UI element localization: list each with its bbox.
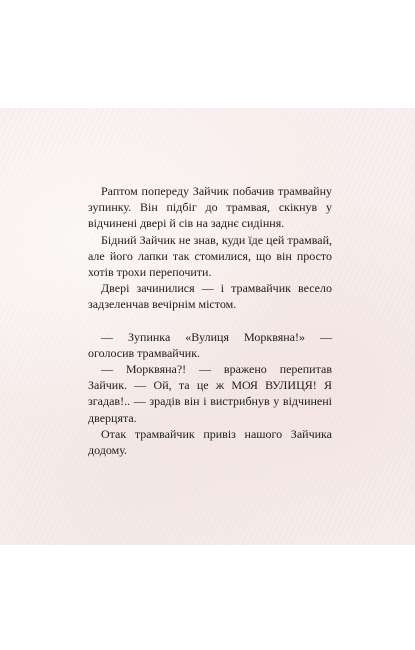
story-paragraph: Двері зачинилися — і трамвайчик весело задзеленчав вечірнім містом. xyxy=(88,281,332,312)
story-paragraph: — Зупинка «Вулиця Морквяна!» — оголосив трамвайчик. xyxy=(88,329,332,360)
story-text xyxy=(88,183,332,458)
story-paragraph: Раптом попереду Зайчик побачив трамвайну зупинку. Він підбіг до трамвая, скікнув у відчинені двері й сів на заднє сидіння. xyxy=(88,184,332,231)
story-paragraph: — Морквяна?! — вражено перепитав Зайчик. — Ой, та це ж МОЯ ВУЛИЦЯ! Я згадав!.. — зрадів він і вистрибнув у відчинені дверцята. xyxy=(88,362,332,425)
story-paragraph: Бідний Зайчик не знав, куди їде цей трамвай, але його лапки так стомилися, що він просто хотів трохи перепочити. xyxy=(88,232,332,280)
paragraph-gap xyxy=(88,313,332,329)
story-paragraph: Отак трамвайчик привіз нашого Зайчика додому. xyxy=(88,426,332,458)
